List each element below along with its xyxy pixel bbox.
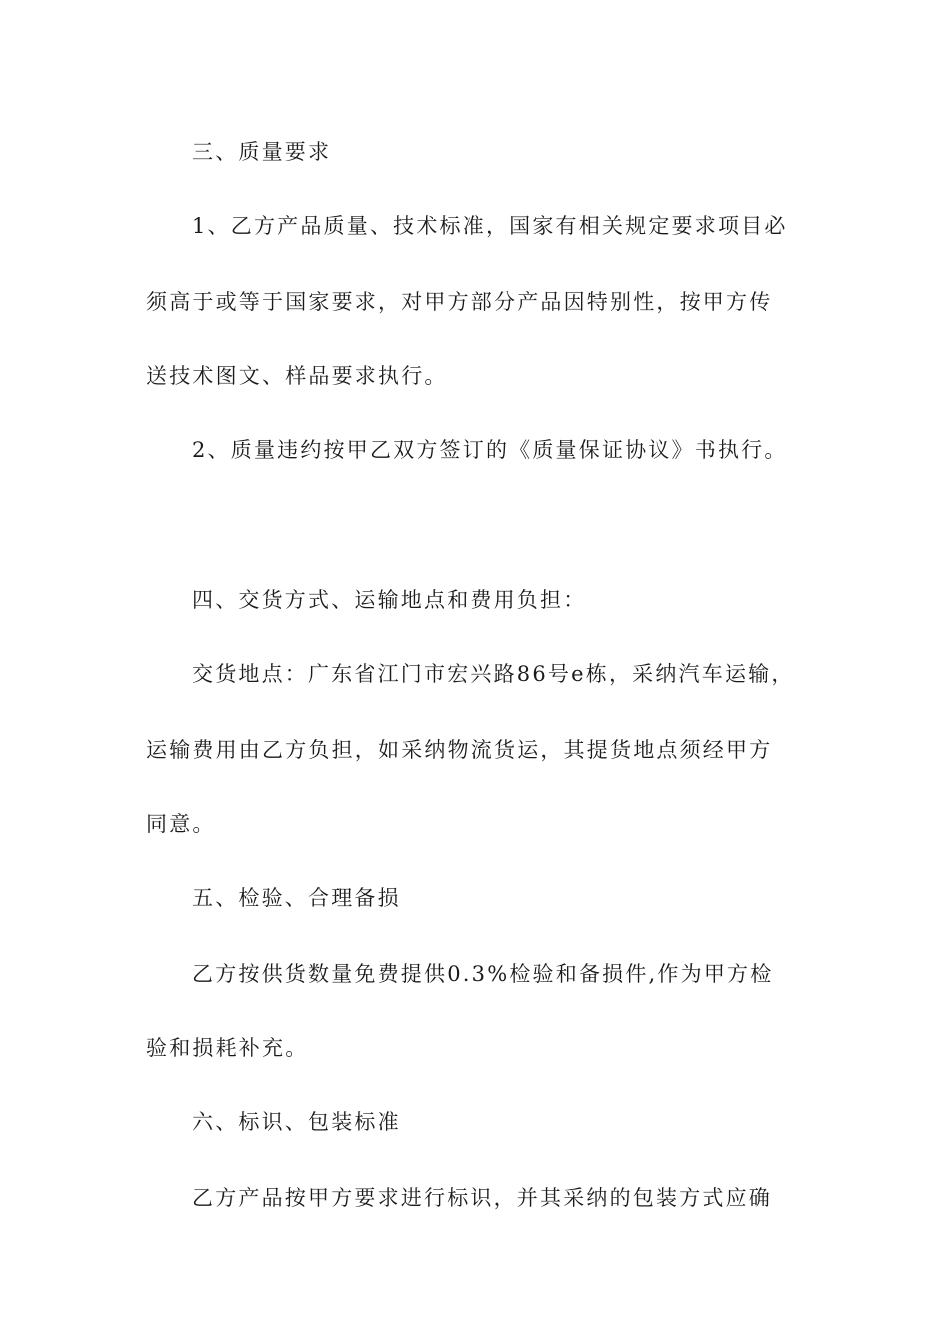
paragraph-line: 1、乙方产品质量、技术标准，国家有相关规定要求项目必 — [192, 214, 788, 238]
paragraph-line: 运输费用由乙方负担，如采纳物流货运，其提货地点须经甲方 — [146, 738, 773, 762]
paragraph-line: 乙方产品按甲方要求进行标识，并其采纳的包装方式应确 — [192, 1186, 772, 1210]
paragraph-line: 乙方按供货数量免费提供0.3%检验和备损件,作为甲方检 — [192, 962, 774, 986]
paragraph-line: 交货地点：广东省江门市宏兴路86号e栋，采纳汽车运输， — [192, 662, 795, 686]
section-heading-delivery: 四、交货方式、运输地点和费用负担： — [192, 588, 587, 612]
paragraph-line: 验和损耗补充。 — [146, 1036, 309, 1060]
paragraph-line: 须高于或等于国家要求，对甲方部分产品因特别性，按甲方传 — [146, 290, 773, 314]
section-heading-inspection: 五、检验、合理备损 — [192, 886, 401, 910]
paragraph-line: 送技术图文、样品要求执行。 — [146, 364, 448, 388]
paragraph-line: 2、质量违约按甲乙双方签订的《质量保证协议》书执行。 — [192, 438, 788, 462]
section-heading-labeling-packaging: 六、标识、包装标准 — [192, 1110, 401, 1134]
section-heading-quality-requirements: 三、质量要求 — [192, 140, 332, 164]
paragraph-line: 同意。 — [146, 812, 216, 836]
